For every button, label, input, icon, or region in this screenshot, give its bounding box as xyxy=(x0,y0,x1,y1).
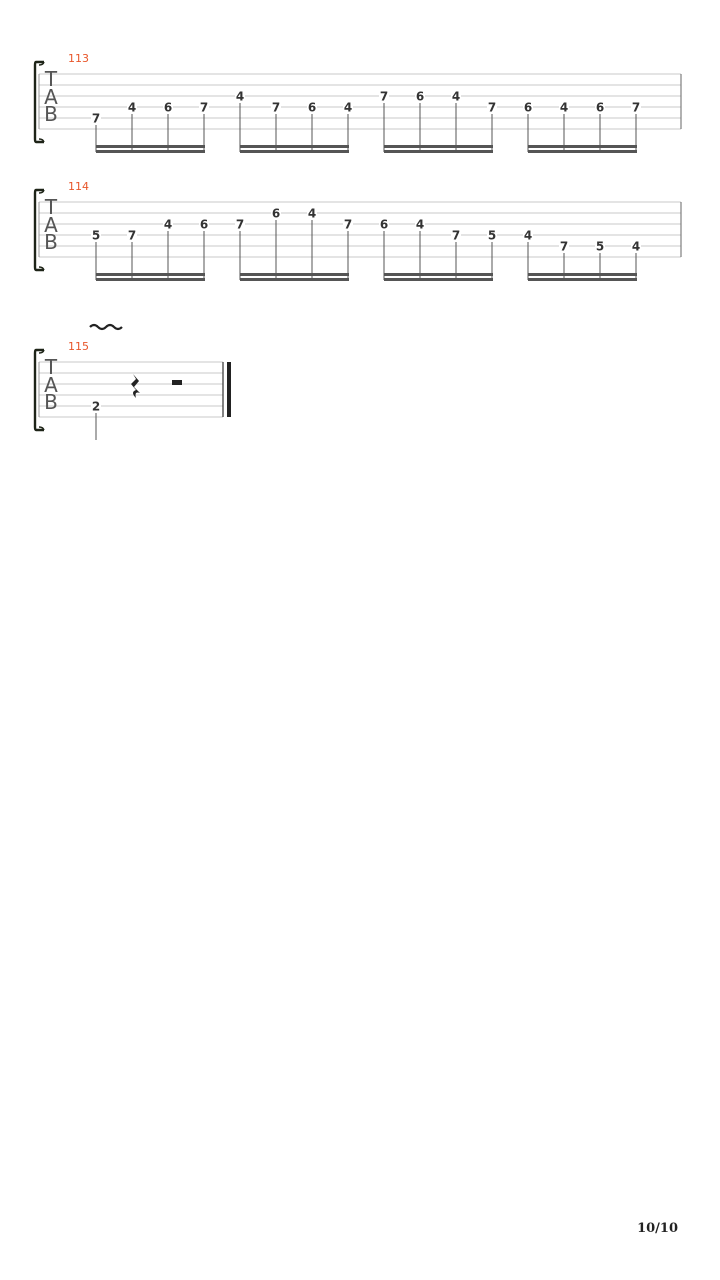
beam-secondary xyxy=(240,278,349,281)
tab-staff xyxy=(35,325,231,440)
fret-number: 6 xyxy=(415,89,425,104)
tab-staff xyxy=(35,190,681,281)
tab-clef-letter: B xyxy=(44,390,58,414)
beam-secondary xyxy=(528,278,637,281)
tab-clef-letter: T xyxy=(44,355,58,379)
fret-number: 7 xyxy=(271,100,281,115)
half-rest xyxy=(172,380,182,385)
fret-number: 6 xyxy=(595,100,605,115)
fret-number: 7 xyxy=(631,100,641,115)
beam-primary xyxy=(384,273,493,276)
tab-clef-letter: A xyxy=(44,373,58,397)
fret-number: 4 xyxy=(307,206,317,221)
tab-clef-letter: A xyxy=(44,213,58,237)
fret-number: 6 xyxy=(523,100,533,115)
fret-number: 5 xyxy=(91,228,101,243)
fret-number: 7 xyxy=(343,217,353,232)
beam-group xyxy=(91,101,209,154)
fret-number: 4 xyxy=(631,239,641,254)
beam-group xyxy=(523,229,641,282)
tab-clef-letter: A xyxy=(44,85,58,109)
fret-number: 6 xyxy=(163,100,173,115)
page-number: 10/10 xyxy=(637,1221,678,1236)
fret-number: 4 xyxy=(127,100,137,115)
fret-number: 4 xyxy=(523,228,533,243)
beam-secondary xyxy=(96,150,205,153)
beam-primary xyxy=(384,145,493,148)
fret-number: 7 xyxy=(91,111,101,126)
fret-number: 6 xyxy=(307,100,317,115)
fret-number: 4 xyxy=(343,100,353,115)
tab-clef-letter: B xyxy=(44,102,58,126)
beam-group xyxy=(235,207,353,282)
fret-number: 4 xyxy=(451,89,461,104)
fret-number: 4 xyxy=(415,217,425,232)
fret-number: 6 xyxy=(379,217,389,232)
fret-number: 6 xyxy=(271,206,281,221)
tab-clef-letter: T xyxy=(44,67,58,91)
fret-number: 7 xyxy=(379,89,389,104)
beam-secondary xyxy=(528,150,637,153)
beam-group xyxy=(235,90,353,154)
beam-primary xyxy=(528,145,637,148)
fret-number: 7 xyxy=(199,100,209,115)
tab-clef-letter: B xyxy=(44,230,58,254)
fret-number: 4 xyxy=(235,89,245,104)
fret-number: 7 xyxy=(451,228,461,243)
fret-number: 5 xyxy=(487,228,497,243)
fret-number: 7 xyxy=(559,239,569,254)
fret-number: 4 xyxy=(559,100,569,115)
beam-secondary xyxy=(384,150,493,153)
beam-group xyxy=(91,218,209,282)
beam-secondary xyxy=(96,278,205,281)
final-thick-barline xyxy=(227,362,231,417)
beam-primary xyxy=(96,145,205,148)
beam-group xyxy=(523,101,641,154)
beam-group xyxy=(379,90,497,154)
fret-number: 7 xyxy=(487,100,497,115)
quarter-rest xyxy=(131,374,140,398)
tab-staff xyxy=(35,62,681,153)
beam-group xyxy=(379,218,497,282)
tab-clef-letter: T xyxy=(44,195,58,219)
measure-number: 115 xyxy=(68,340,89,353)
fret-number: 6 xyxy=(199,217,209,232)
beam-primary xyxy=(96,273,205,276)
measure-number: 113 xyxy=(68,52,89,65)
fret-number: 4 xyxy=(163,217,173,232)
vibrato-mark xyxy=(90,325,122,329)
fret-number: 7 xyxy=(127,228,137,243)
beam-primary xyxy=(240,273,349,276)
measure-number: 114 xyxy=(68,180,89,193)
beam-primary xyxy=(240,145,349,148)
fret-number: 2 xyxy=(91,399,101,414)
beam-secondary xyxy=(240,150,349,153)
fret-number: 5 xyxy=(595,239,605,254)
fret-number: 7 xyxy=(235,217,245,232)
beam-secondary xyxy=(384,278,493,281)
beam-primary xyxy=(528,273,637,276)
